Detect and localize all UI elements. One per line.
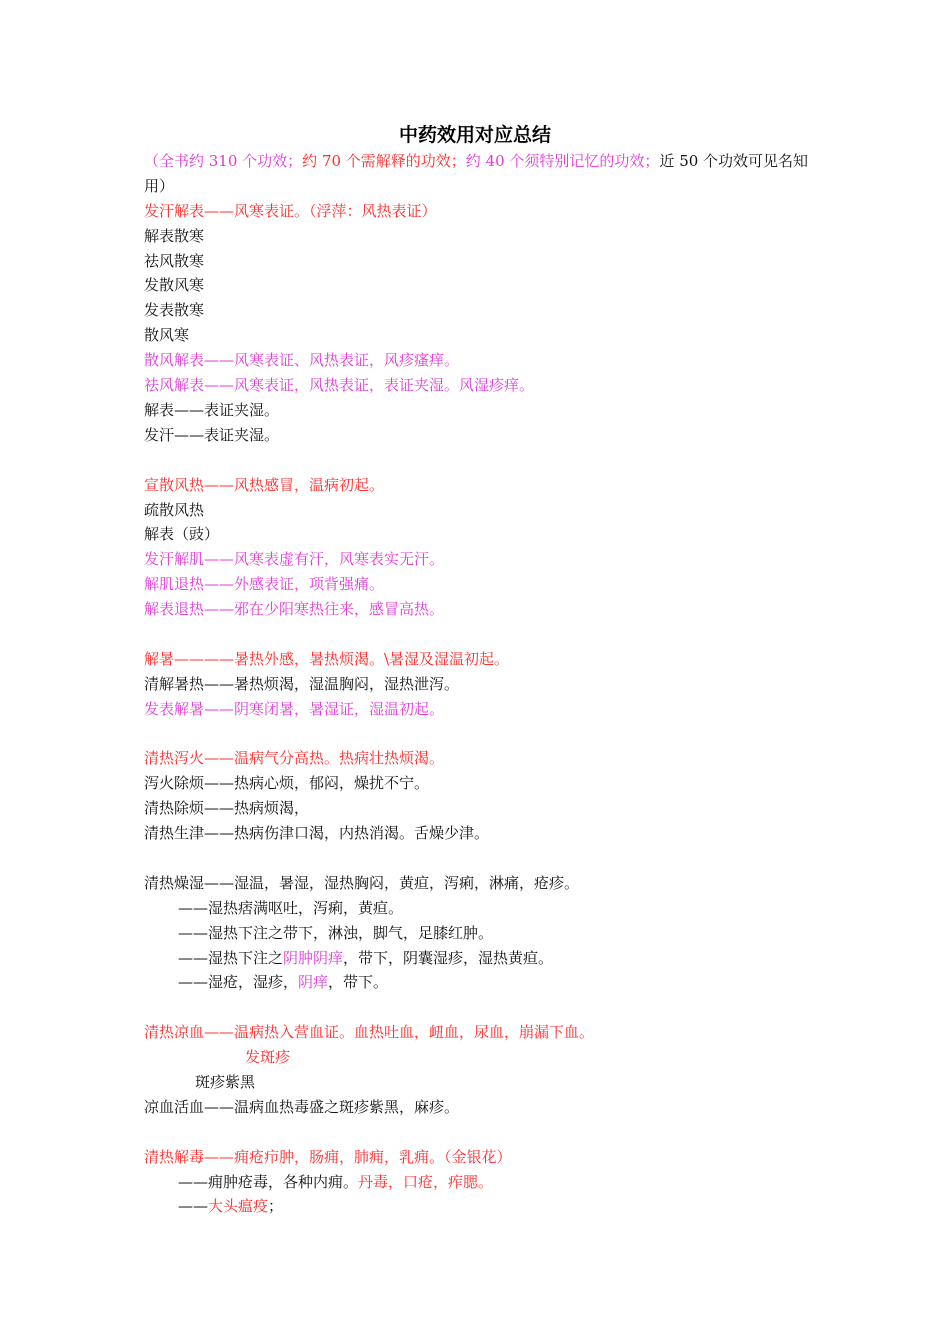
line-fabiao-sanhan: 发表散寒 — [144, 301, 205, 320]
spacer — [144, 448, 824, 473]
text-segment: ——湿疮，湿疹， — [178, 973, 299, 992]
text-segment: ，带下。 — [328, 973, 389, 992]
spacer — [144, 995, 824, 1020]
line-sanfeng-jiebiao: 散风解表——风寒表证、风热表证，风疹瘙痒。 — [144, 351, 460, 370]
intro-paragraph — [144, 149, 814, 199]
line-jiebiao-sanhan: 解表散寒 — [144, 226, 205, 245]
line-fahan-jieji: 发汗解肌——风寒表虚有汗，风寒表实无汗。 — [144, 550, 445, 569]
line-zaoshi-sub3 — [144, 946, 824, 971]
line-jieji-tuire: 解肌退热——外感表证，项背强痛。 — [144, 575, 385, 594]
highlight-segment: 大头瘟疫 — [208, 1197, 269, 1216]
highlight-segment: 丹毒，口疮，痄腮。 — [358, 1172, 494, 1191]
intro-memorize: 约 40 个须特别记忆的功效； — [465, 152, 660, 170]
highlight-segment: 阴肿阴痒 — [283, 948, 344, 967]
line-fasan-fenghan: 发散风寒 — [144, 276, 205, 295]
line-qufeng-jiebiao: 祛风解表——风寒表证，风热表证，表证夹湿。风湿疹痒。 — [144, 376, 535, 395]
line-jiedu-sub1 — [144, 1170, 824, 1195]
line-jiebiao-tuire: 解表退热——邪在少阳寒热往来，感冒高热。 — [144, 600, 445, 619]
line-san-fenghan: 散风寒 — [144, 326, 190, 345]
line-fabiao-jieshu: 发表解暑——阴寒闭暑，暑湿证，湿温初起。 — [144, 699, 445, 718]
line-qingre-zaoshi: 清热燥湿——湿温，暑湿，湿热胸闷，黄疸，泻痢，淋痛，疮疹。 — [144, 873, 580, 892]
spacer — [144, 622, 824, 647]
line-jieshu: 解暑————暑热外感，暑热烦渴。\暑湿及湿温初起。 — [144, 649, 510, 668]
line-jiedu-sub2 — [144, 1194, 824, 1219]
text-segment: ——痈肿疮毒，各种内痈。 — [178, 1172, 359, 1191]
line-zaoshi-sub4 — [144, 970, 824, 995]
line-jiebiao-chi: 解表（豉） — [144, 525, 220, 544]
text-segment: —— — [178, 1197, 208, 1216]
intro-total: （全书约 310 个功效； — [144, 152, 303, 170]
line-banzhen-zihei: 斑疹紫黑 — [195, 1072, 256, 1091]
spacer — [144, 722, 824, 747]
document-title: 中药效用对应总结 — [398, 124, 551, 146]
line-qingre-liangxue: 清热凉血——温病热入营血证。血热吐血，衄血，尿血，崩漏下血。 — [144, 1023, 595, 1042]
text-segment: ——湿热下注之 — [178, 948, 284, 967]
line-qingre-shengjin: 清热生津——热病伤津口渴，内热消渴。舌燥少津。 — [144, 824, 490, 843]
line-qingre-xiehuo: 清热泻火——温病气分高热。热病壮热烦渴。 — [144, 749, 445, 768]
line-xiehuo-chufan: 泻火除烦——热病心烦，郁闷，燥扰不宁。 — [144, 774, 430, 793]
line-zaoshi-sub2: ——湿热下注之带下，淋浊，脚气，足膝红肿。 — [178, 923, 494, 942]
text-segment: ，带下，阴囊湿疹，湿热黄疸。 — [343, 948, 554, 967]
document-body — [144, 149, 824, 1219]
line-qufeng-sanhan: 祛风散寒 — [144, 251, 205, 270]
spacer — [144, 1120, 824, 1145]
intro-explain: 约 70 个需解释的功效； — [302, 152, 466, 170]
line-xuansan-fengre: 宣散风热——风热感冒，温病初起。 — [144, 475, 385, 494]
line-jiebiao: 解表——表证夹湿。 — [144, 400, 280, 419]
line-shusan-fengre: 疏散风热 — [144, 500, 205, 519]
line-fahan: 发汗——表证夹湿。 — [144, 425, 280, 444]
line-fahan-jiebiao: 发汗解表——风寒表证。（浮萍：风热表证） — [144, 201, 437, 220]
spacer — [144, 846, 824, 871]
line-qingre-jiedu: 清热解毒——痈疮疖肿，肠痈，肺痈，乳痈。（金银花） — [144, 1147, 512, 1166]
line-qingjie-shure: 清解暑热——暑热烦渴，湿温胸闷，湿热泄泻。 — [144, 674, 460, 693]
intro-obvious: 近 50 个功效可见名知用） — [144, 152, 809, 195]
line-liangxue-huoxue: 凉血活血——温病血热毒盛之斑疹紫黑，麻疹。 — [144, 1097, 460, 1116]
text-segment: ； — [268, 1197, 284, 1216]
line-qingre-chufan: 清热除烦——热病烦渴， — [144, 799, 310, 818]
line-fa-banzhen: 发斑疹 — [245, 1048, 291, 1067]
line-zaoshi-sub1: ——湿热痞满呕吐，泻痢，黄疸。 — [178, 898, 404, 917]
highlight-segment: 阴痒 — [298, 973, 329, 992]
